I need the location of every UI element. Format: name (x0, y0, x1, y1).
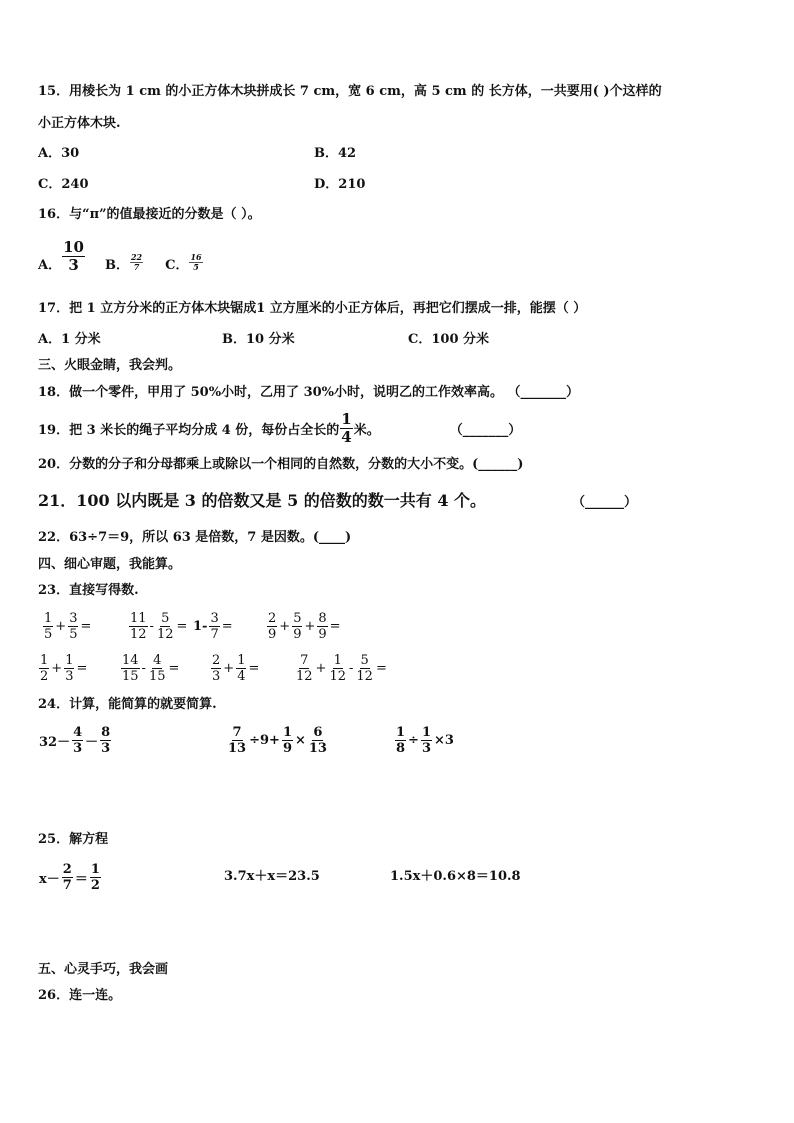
numerator: 4 (73, 724, 83, 740)
operator: ×3 (434, 732, 454, 748)
q26-stem: 26．连一连。 (38, 988, 122, 1003)
q25-equation-1 (38, 857, 102, 897)
q25-equation-3: 1.5x＋0.6×8＝10.8 (390, 869, 521, 884)
q15-option-b: B．42 (314, 146, 357, 161)
q16-fraction-a (62, 239, 85, 274)
q16-fraction-a-numerator: 10 (63, 237, 84, 256)
q16-label-c: C． (165, 257, 189, 273)
q19-statement (38, 410, 521, 446)
q16-fraction-c-denominator: 5 (193, 261, 199, 272)
denominator: 2 (40, 668, 49, 684)
denominator: 3 (212, 668, 221, 684)
numerator: 1 (237, 652, 246, 668)
operator: ÷9+ (249, 732, 280, 748)
q19-fraction (340, 411, 352, 446)
operator: － (85, 734, 99, 750)
operator: + (55, 618, 67, 634)
equals-sign: = (248, 660, 260, 676)
denominator: 5 (44, 626, 53, 642)
equals-sign: = (76, 660, 88, 676)
leading-term: 1- (193, 618, 208, 634)
q17-stem: 17．把 1 立方分米的正方体木块锯成1 立方厘米的小正方体后，再把它们摆成一排，能摆（ ） (38, 301, 587, 316)
operator: - (349, 660, 354, 676)
q17-option-a: A．1 分米 (38, 332, 101, 347)
q16-label-a: A． (38, 257, 62, 273)
numerator: 1 (44, 610, 53, 626)
q23-expression-2 (128, 606, 188, 646)
operator: + (223, 660, 235, 676)
q17-option-c: C．100 分米 (408, 332, 490, 347)
numerator: 2 (212, 652, 221, 668)
denominator: 3 (101, 740, 111, 756)
q16-fraction-c (189, 253, 202, 272)
denominator: 9 (318, 626, 327, 642)
denominator: 4 (237, 668, 246, 684)
denominator: 12 (156, 626, 174, 642)
operator: + (51, 660, 63, 676)
q24-calculation-1 (38, 720, 112, 760)
operator: + (304, 618, 316, 634)
q23-expression-3 (192, 606, 234, 646)
numerator: 4 (153, 652, 162, 668)
q15-option-c: C．240 (38, 177, 89, 192)
q16-fraction-a-denominator: 3 (68, 255, 79, 274)
section-four-heading: 四、细心审题，我能算。 (38, 557, 182, 572)
q16-fraction-b-denominator: 7 (133, 261, 140, 272)
q23-stem: 23．直接写得数. (38, 583, 139, 598)
numerator: 3 (210, 610, 219, 626)
q15-stem-line1: 15．用棱长为 1 cm 的小正方体木块拼成长 7 cm，宽 6 cm，高 5 cm 的 长方体，一共要用( )个这样的 (38, 84, 662, 99)
section-three-heading: 三、火眼金睛，我会判。 (38, 358, 182, 373)
denominator: 13 (308, 740, 327, 756)
denominator: 2 (90, 877, 100, 893)
equals-sign: = (221, 618, 233, 634)
denominator: 8 (396, 740, 406, 756)
denominator: 9 (293, 626, 302, 642)
denominator: 15 (148, 668, 166, 684)
q15-stem-line2: 小正方体木块. (38, 116, 121, 131)
denominator: 12 (296, 668, 313, 684)
denominator: 3 (65, 668, 74, 684)
q16-fraction-b-numerator: 22 (130, 251, 143, 262)
q16-fraction-b (130, 253, 143, 272)
q24-calculation-2 (226, 720, 329, 760)
numerator: 5 (360, 652, 369, 668)
q16-label-b: B． (104, 257, 129, 273)
numerator: 1 (333, 652, 342, 668)
q17-option-b: B．10 分米 (222, 332, 295, 347)
operator: - (149, 618, 154, 634)
operator: × (294, 732, 306, 748)
equals-sign: ＝ (74, 871, 88, 887)
numerator: 1 (421, 724, 431, 740)
q23-expression-5 (38, 648, 88, 688)
section-five-heading: 五、心灵手巧，我会画 (38, 962, 169, 977)
q20-statement: 20．分数的分子和分母都乘上或除以一个相同的自然数，分数的大小不变。(______) (38, 457, 524, 472)
q19-fraction-denominator: 4 (341, 427, 352, 446)
denominator: 13 (228, 740, 247, 756)
q24-stem: 24．计算，能简算的就要简算. (38, 697, 217, 712)
operator: + (279, 618, 291, 634)
q23-expression-1 (42, 606, 92, 646)
denominator: 12 (329, 668, 346, 684)
numerator: 8 (101, 724, 111, 740)
q19-fraction-numerator: 1 (341, 409, 352, 428)
numerator: 5 (161, 610, 170, 626)
numerator: 1 (396, 724, 406, 740)
q23-expression-4 (266, 606, 342, 646)
denominator: 7 (62, 877, 72, 893)
numerator: 2 (268, 610, 277, 626)
denominator: 7 (210, 626, 219, 642)
q24-calculation-3 (394, 720, 455, 760)
q15-option-a: A．30 (38, 146, 80, 161)
equals-sign: = (80, 618, 92, 634)
numerator: 1 (90, 861, 100, 877)
q21-answer-blank[interactable]: （______） (572, 495, 638, 510)
denominator: 3 (73, 740, 83, 756)
q19-text-before: 19．把 3 米长的绳子平均分成 4 份，每份占全长的 (38, 422, 340, 438)
numerator: 8 (318, 610, 327, 626)
numerator: 3 (69, 610, 78, 626)
q23-expression-7 (210, 648, 260, 688)
leading-term: x－ (39, 871, 60, 887)
q23-expression-8 (294, 648, 388, 688)
numerator: 2 (62, 861, 72, 877)
q16-fraction-c-numerator: 16 (190, 251, 202, 262)
equals-sign: = (329, 618, 341, 634)
denominator: 9 (268, 626, 277, 642)
operator: - (141, 660, 146, 676)
numerator: 7 (300, 652, 309, 668)
denominator: 12 (130, 626, 147, 642)
denominator: 15 (122, 668, 139, 684)
numerator: 7 (232, 724, 242, 740)
q25-equation-2: 3.7x＋x＝23.5 (224, 869, 320, 884)
q16-stem: 16．与“π”的值最接近的分数是（ ）。 (38, 207, 261, 222)
numerator: 6 (313, 724, 323, 740)
q16-options (38, 236, 204, 276)
q18-statement: 18．做一个零件，甲用了 50%小时，乙用了 30%小时，说明乙的工作效率高。 （_______） (38, 385, 580, 400)
numerator: 14 (122, 652, 139, 668)
q19-answer-blank[interactable]: （_______） (449, 422, 522, 438)
numerator: 1 (282, 724, 292, 740)
denominator: 9 (282, 740, 292, 756)
numerator: 1 (65, 652, 74, 668)
denominator: 5 (69, 626, 78, 642)
numerator: 11 (130, 610, 147, 626)
q15-option-d: D．210 (314, 177, 366, 192)
equals-sign: = (168, 660, 180, 676)
q23-expression-6 (120, 648, 180, 688)
operator: ÷ (408, 732, 419, 748)
denominator: 12 (356, 668, 373, 684)
numerator: 1 (40, 652, 49, 668)
leading-term: 32－ (39, 734, 71, 750)
q19-text-after: 米。 (353, 422, 380, 438)
q21-statement: 21．100 以内既是 3 的倍数又是 5 的倍数的数一共有 4 个。 (38, 491, 487, 510)
numerator: 5 (293, 610, 302, 626)
equals-sign: = (176, 618, 188, 634)
operator: + (315, 660, 327, 676)
denominator: 3 (421, 740, 431, 756)
equals-sign: = (375, 660, 387, 676)
q25-stem: 25．解方程 (38, 832, 109, 847)
q22-statement: 22．63÷7＝9，所以 63 是倍数，7 是因数。(____) (38, 530, 352, 545)
